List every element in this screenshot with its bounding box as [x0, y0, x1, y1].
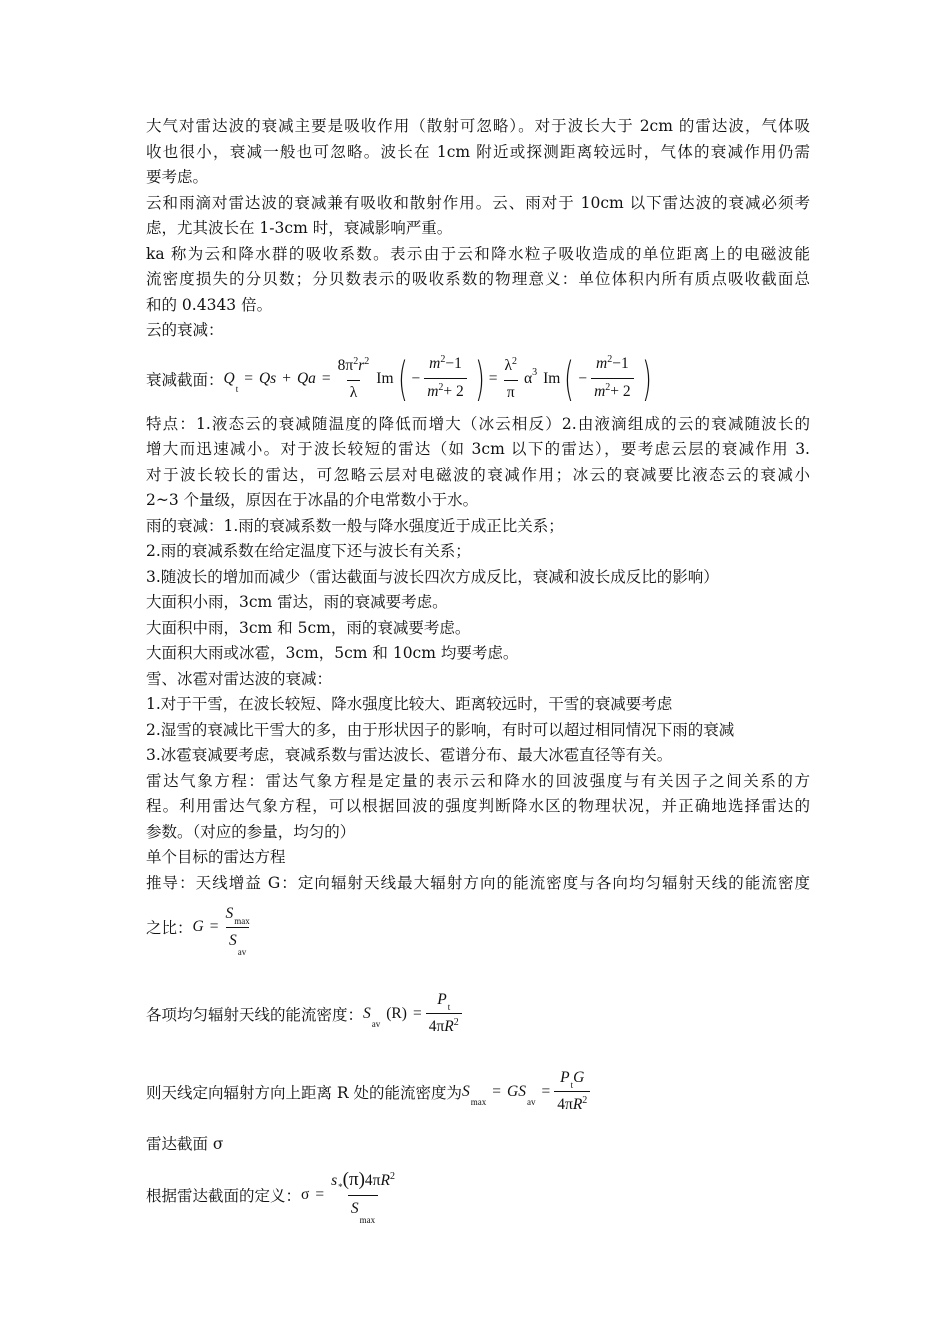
document-body — [146, 114, 810, 1226]
formula-label: 之比： — [146, 919, 193, 937]
text-line: 单个目标的雷达方程 — [146, 848, 286, 866]
text-line: 参数。（对应的参量，均匀的） — [146, 822, 356, 841]
formula-isotropic-flux: 各项均匀辐射天线的能流密度： S av (R) = $\frac{P_t}{4\pi R^2}$ — [146, 986, 810, 1042]
fraction: $\frac{S_{max}}{S_{av}}$ — [225, 904, 250, 957]
fraction: $\frac{P_tG}{4\pi R^2}$ — [554, 1067, 590, 1117]
formula-directional-flux: 则天线定向辐射方向上距离 R 处的能流密度为 S max = GS av = $\frac{P_tG}{4\pi R^2}$ — [146, 1064, 810, 1120]
text-line: 雪、冰雹对雷达波的衰减： — [146, 669, 333, 688]
formula-label: 衰减截面： — [146, 370, 224, 389]
paragraph-features — [146, 412, 810, 514]
text-line: 大面积中雨，3cm 和 5cm，雨的衰减要考虑。 — [146, 618, 471, 637]
paragraph-cloud-rain — [146, 191, 810, 242]
text-line: 特点：1.液态云的衰减随温度的降低而增大（冰云相反）2.由液滴组成的云的衰减随波长的 — [146, 414, 810, 433]
fraction: $\frac{\lambda^2}{\pi}$ — [504, 355, 518, 401]
text-line: 3.冰雹衰减要考虑，衰减系数与雷达波长、雹谱分布、最大冰雹直径等有关。 — [146, 746, 673, 764]
formula-gain: 之比： G = $\frac{S_{max}}{S_{av}}$ — [146, 896, 810, 958]
fraction: $\frac{s_*(\pi)4\pi R^2}{S_{max}}$ — [331, 1168, 395, 1225]
text-line: 大面积大雨或冰雹，3cm，5cm 和 10cm 均要考虑。 — [146, 644, 519, 662]
text-line: 2.雨的衰减系数在给定温度下还与波长有关系； — [146, 542, 471, 560]
paragraph-ka — [146, 242, 810, 319]
text-line: 流密度损失的分贝数；分贝数表示的吸收系数的物理意义：单位体积内所有质点吸收截面总 — [146, 270, 810, 288]
text-line: ka 称为云和降水群的吸收系数。表示由于云和降水粒子吸收造成的单位距离上的电磁波能 — [146, 244, 810, 263]
fraction: $\frac{m^2-1}{m^2+ 2}$ — [424, 353, 467, 404]
text-line: 3.随波长的增加而减少（雷达截面与波长四次方成反比，衰减和波长成反比的影响） — [146, 567, 719, 586]
paragraph-atmosphere — [146, 114, 810, 191]
text-line: 2~3 个量级，原因在于冰晶的介电常数小于水。 — [146, 491, 479, 509]
text-line: 对于波长较长的雷达，可忽略云层对电磁波的衰减作用；冰云的衰减要比液态云的衰减小 — [146, 465, 810, 484]
heading-cloud-attenuation: 云的衰减： — [146, 321, 224, 339]
text-line: 和的 0.4343 倍。 — [146, 295, 273, 314]
fraction: $\frac{P_t}{4\pi R^2}$ — [426, 989, 462, 1039]
text-line: 虑，尤其波长在 1-3cm 时，衰减影响严重。 — [146, 219, 453, 237]
formula-label: 则天线定向辐射方向上距离 R 处的能流密度为 — [146, 1084, 463, 1102]
text-line: 推导：天线增益 G：定向辐射天线最大辐射方向的能流密度与各向均匀辐射天线的能流密度 — [146, 873, 810, 892]
fraction: $\frac{8\pi^2r^2}{\lambda}$ — [337, 355, 370, 401]
formula-radar-cross-section: 根据雷达截面的定义： σ = $\frac{s_*(\pi)4\pi R^2}{S_{max}}$ — [146, 1164, 810, 1226]
text-line: 雷达截面 σ — [146, 1135, 224, 1153]
text-line: 雨的衰减：1.雨的衰减系数一般与降水强度近于成正比关系； — [146, 516, 564, 535]
paragraph-radar-equation — [146, 769, 810, 846]
text-line: 1.对于干雪，在波长较短、降水强度比较大、距离较远时，干雪的衰减要考虑 — [146, 695, 673, 713]
formula-label: 根据雷达截面的定义： — [146, 1186, 302, 1205]
text-line: 大气对雷达波的衰减主要是吸收作用（散射可忽略）。对于波长大于 2cm 的雷达波，气体吸 — [146, 117, 810, 135]
text-line: 程。利用雷达气象方程，可以根据回波的强度判断降水区的物理状况，并正确地选择雷达的 — [146, 797, 810, 815]
text-line: 增大而迅速减小。对于波长较短的雷达（如 3cm 以下的雷达），要考虑云层的衰减作用 3. — [146, 440, 810, 458]
formula-label: 各项均匀辐射天线的能流密度： — [146, 1006, 364, 1024]
text-line: 大面积小雨，3cm 雷达，雨的衰减要考虑。 — [146, 593, 448, 611]
text-line: 要考虑。 — [146, 168, 209, 186]
text-line: 2.湿雪的衰减比干雪大的多，由于形状因子的影响，有时可以超过相同情况下雨的衰减 — [146, 720, 735, 739]
fraction: $\frac{m^2-1}{m^2+ 2}$ — [591, 353, 634, 404]
formula-attenuation-cross-section: 衰减截面： Q t = Qs + Qa = $\frac{8\pi^2r^2}{\lambda}$ Im ( − $\frac{m^2-1}{m^2+ 2}$ ) = $\frac{\lambda^2}{\pi}$ α 3 Im ( − $\frac{m^2-1}{m^2+ 2}$ ) — [146, 351, 652, 406]
text-line: 雷达气象方程：雷达气象方程是定量的表示云和降水的回波强度与有关因子之间关系的方 — [146, 771, 810, 790]
text-line: 收也很小，衰减一般也可忽略。波长在 1cm 附近或探测距离较远时，气体的衰减作用仍需 — [146, 142, 810, 161]
text-line: 云和雨滴对雷达波的衰减兼有吸收和散射作用。云、雨对于 10cm 以下雷达波的衰减必须考 — [146, 193, 810, 212]
